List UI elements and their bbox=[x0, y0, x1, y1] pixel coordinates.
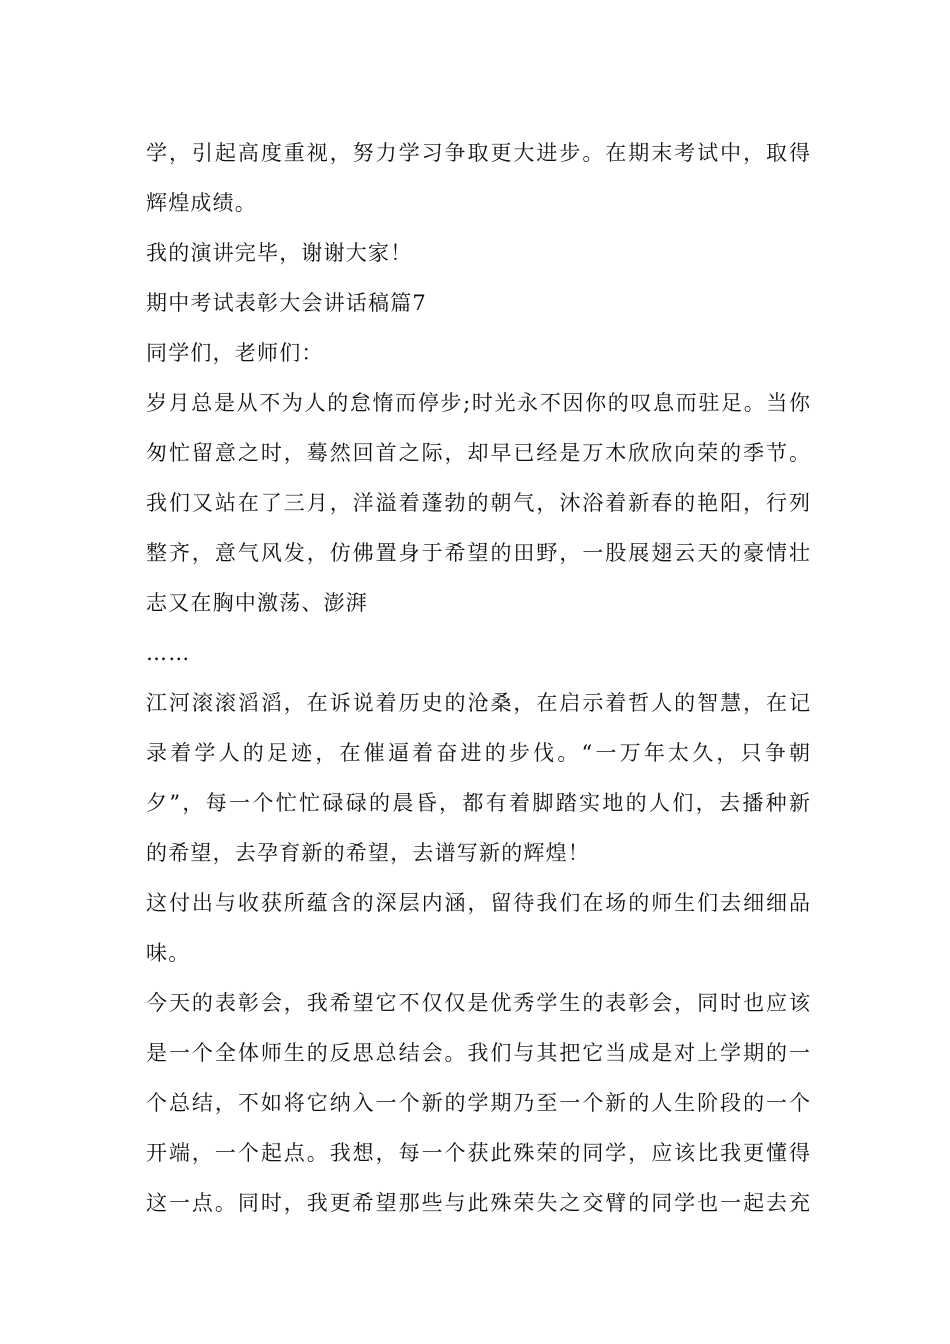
document-body bbox=[146, 128, 810, 1228]
section-heading: 期中考试表彰大会讲话稿篇7 bbox=[146, 291, 427, 315]
text-line: 整齐，意气风发，仿佛置身于希望的田野，一股展翅云天的豪情壮 bbox=[146, 541, 810, 565]
salutation: 同学们，老师们： bbox=[146, 341, 324, 365]
text-line: 夕”，每一个忙忙碌碌的晨昏，都有着脚踏实地的人们，去播种新 bbox=[146, 791, 810, 815]
text-line: 我的演讲完毕，谢谢大家！ bbox=[146, 241, 413, 265]
text-line: 志又在胸中激荡、澎湃 bbox=[146, 591, 368, 615]
text-line: 今天的表彰会，我希望它不仅仅是优秀学生的表彰会，同时也应该 bbox=[146, 991, 810, 1015]
text-line: 开端，一个起点。我想，每一个获此殊荣的同学，应该比我更懂得 bbox=[146, 1141, 810, 1165]
text-line: 辉煌成绩。 bbox=[146, 191, 257, 215]
text-line: 江河滚滚滔滔，在诉说着历史的沧桑，在启示着哲人的智慧，在记 bbox=[146, 691, 810, 715]
text-line: 这付出与收获所蕴含的深层内涵，留待我们在场的师生们去细细品 bbox=[146, 891, 810, 915]
text-line: 的希望，去孕育新的希望，去谱写新的辉煌！ bbox=[146, 841, 590, 865]
text-line: 匆忙留意之时，蓦然回首之际，却早已经是万木欣欣向荣的季节。 bbox=[146, 441, 810, 465]
text-line: 是一个全体师生的反思总结会。我们与其把它当成是对上学期的一 bbox=[146, 1041, 810, 1065]
ellipsis-line: …… bbox=[146, 641, 191, 665]
text-line: 这一点。同时，我更希望那些与此殊荣失之交臂的同学也一起去充 bbox=[146, 1191, 810, 1215]
text-line: 味。 bbox=[146, 941, 191, 965]
text-line: 我们又站在了三月，洋溢着蓬勃的朝气，沐浴着新春的艳阳，行列 bbox=[146, 491, 810, 515]
text-line: 学，引起高度重视，努力学习争取更大进步。在期末考试中，取得 bbox=[146, 141, 810, 165]
text-line: 岁月总是从不为人的怠惰而停步;时光永不因你的叹息而驻足。当你 bbox=[146, 391, 810, 415]
text-line: 个总结，不如将它纳入一个新的学期乃至一个新的人生阶段的一个 bbox=[146, 1091, 810, 1115]
text-line: 录着学人的足迹，在催逼着奋进的步伐。“一万年太久，只争朝 bbox=[146, 741, 810, 765]
